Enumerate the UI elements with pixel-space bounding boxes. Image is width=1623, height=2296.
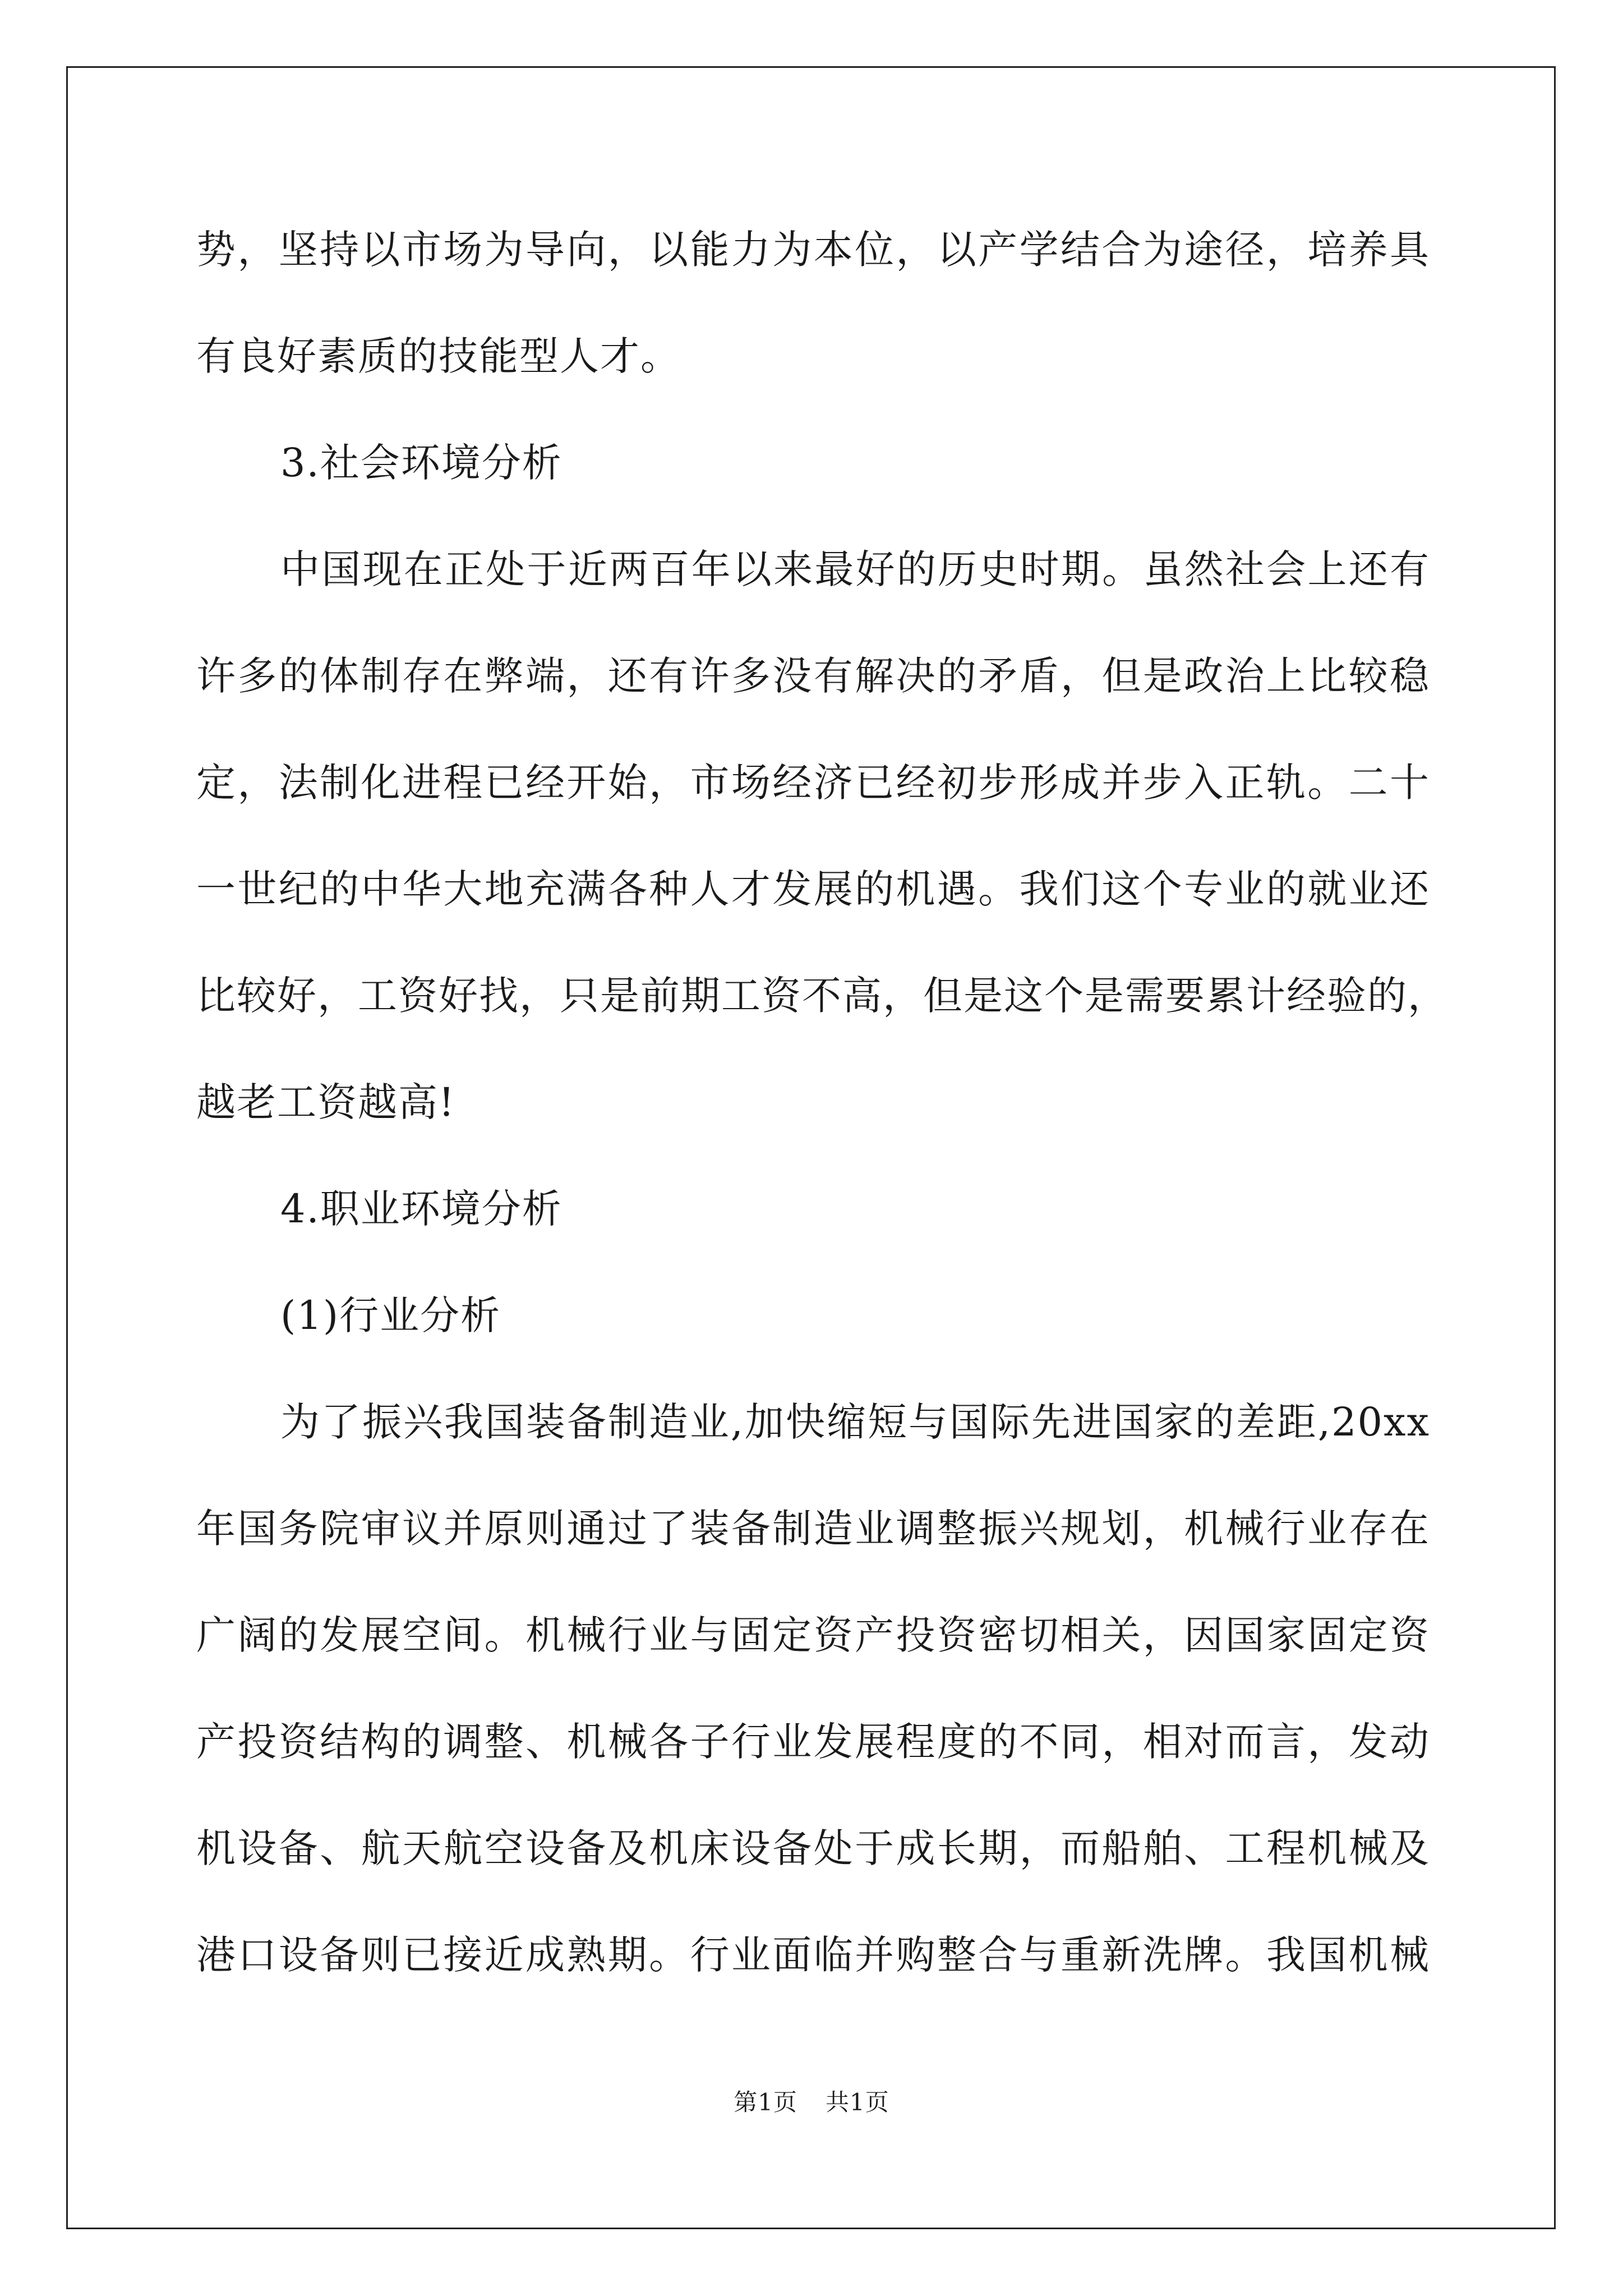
subsection-heading: (1)行业分析 <box>280 1292 501 1338</box>
page-total: 共1页 <box>826 2088 889 2116</box>
page-number: 第1页 <box>734 2088 797 2116</box>
paragraph-line: 广阔的发展空间。机械行业与固定资产投资密切相关，因国家固定资 <box>196 1612 1430 1658</box>
paragraph-line: 年国务院审议并原则通过了装备制造业调整振兴规划，机械行业存在 <box>196 1506 1430 1552</box>
paragraph-line: 比较好，工资好找，只是前期工资不高，但是这个是需要累计经验的， <box>196 973 1448 1019</box>
paragraph-line: 为了振兴我国装备制造业,加快缩短与国际先进国家的差距,20xx <box>280 1399 1430 1445</box>
paragraph-line: 中国现在正处于近两百年以来最好的历史时期。虽然社会上还有 <box>280 546 1430 592</box>
page-footer <box>0 2084 1623 2118</box>
document-body <box>196 219 1448 2031</box>
paragraph-line: 一世纪的中华大地充满各种人才发展的机遇。我们这个专业的就业还 <box>196 866 1430 912</box>
paragraph-line: 定，法制化进程已经开始，市场经济已经初步形成并步入正轨。二十 <box>196 760 1430 806</box>
paragraph-line: 势，坚持以市场为导向，以能力为本位，以产学结合为途径，培养具 <box>196 227 1430 273</box>
section-heading: 3.社会环境分析 <box>280 440 562 486</box>
paragraph-line: 机设备、航天航空设备及机床设备处于成长期，而船舶、工程机械及 <box>196 1825 1430 1871</box>
paragraph-line: 越老工资越高! <box>196 1079 456 1125</box>
paragraph-line: 许多的体制存在弊端，还有许多没有解决的矛盾，但是政治上比较稳 <box>196 653 1430 699</box>
paragraph-line: 有良好素质的技能型人才。 <box>196 333 681 379</box>
paragraph-line: 产投资结构的调整、机械各子行业发展程度的不同，相对而言，发动 <box>196 1719 1430 1765</box>
section-heading: 4.职业环境分析 <box>280 1186 562 1232</box>
paragraph-line: 港口设备则已接近成熟期。行业面临并购整合与重新洗牌。我国机械 <box>196 1932 1430 1978</box>
